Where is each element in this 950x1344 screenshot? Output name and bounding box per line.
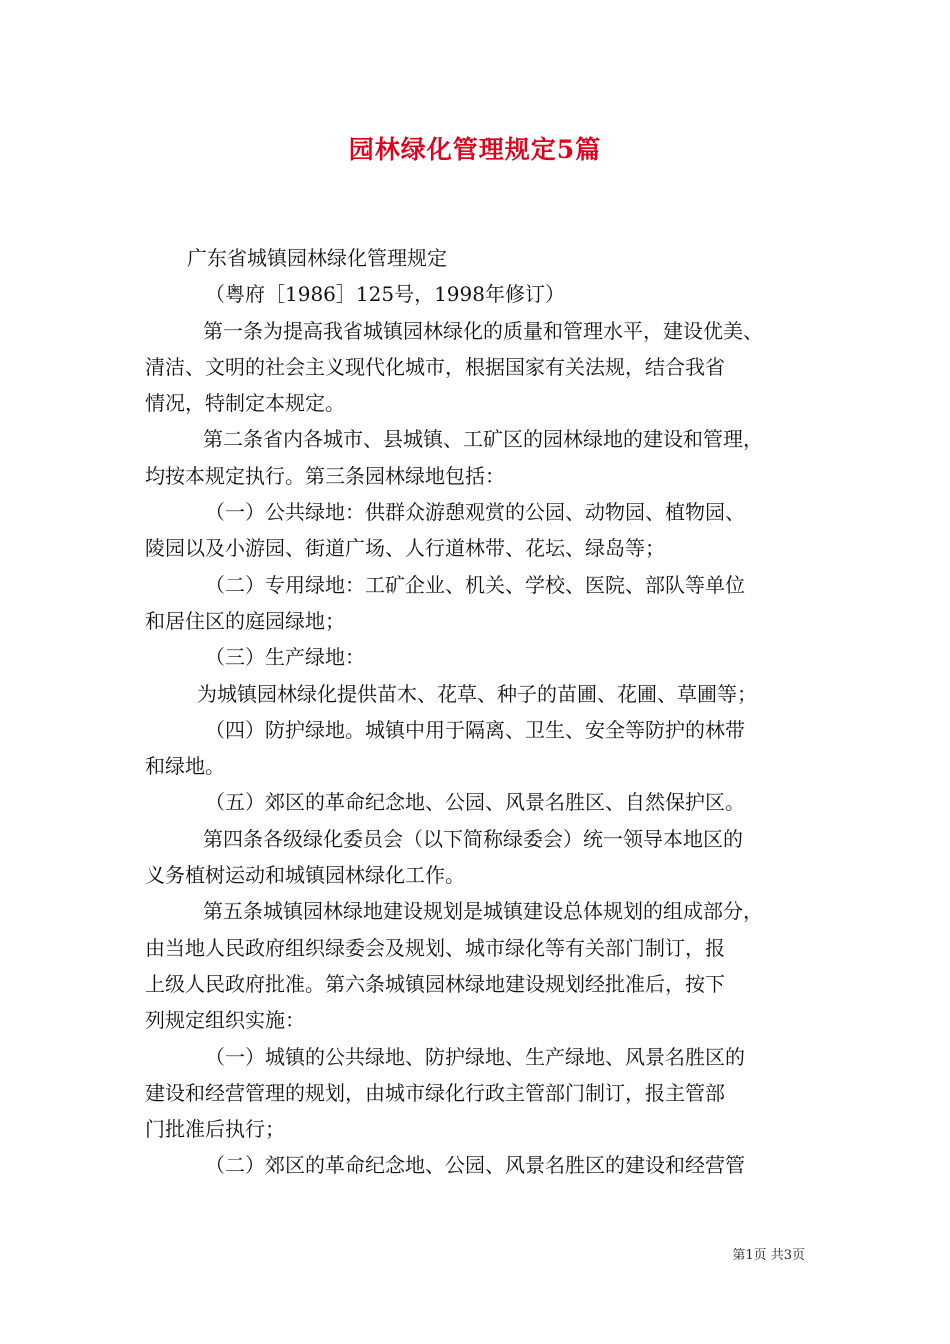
paragraph-line: （一）城镇的公共绿地、防护绿地、生产绿地、风景名胜区的 (205, 1044, 745, 1069)
page-number-footer: 第1页 共3页 (732, 1248, 805, 1263)
paragraph-line: 清洁、文明的社会主义现代化城市，根据国家有关法规，结合我省 (145, 354, 725, 379)
paragraph-line: 情况，特制定本规定。 (145, 391, 345, 416)
paragraph-line: （二）郊区的革命纪念地、公园、风景名胜区的建设和经营管 (205, 1153, 745, 1178)
paragraph-line: 和居住区的庭园绿地； (145, 608, 345, 633)
paragraph-line: 建设和经营管理的规划，由城市绿化行政主管部门制订，报主管部 (145, 1080, 725, 1105)
paragraph-line: 第二条省内各城市、县城镇、工矿区的园林绿地的建设和管理， (203, 427, 763, 452)
paragraph-line: （三）生产绿地： (205, 645, 365, 670)
paragraph-line: 上级人民政府批准。第六条城镇园林绿地建设规划经批准后，按下 (145, 971, 725, 996)
paragraph-line: （二）专用绿地：工矿企业、机关、学校、医院、部队等单位 (205, 572, 745, 597)
paragraph-line: 第一条为提高我省城镇园林绿化的质量和管理水平，建设优美、 (203, 318, 763, 343)
paragraph-line: 义务植树运动和城镇园林绿化工作。 (145, 863, 465, 888)
paragraph-line: 和绿地。 (145, 754, 225, 779)
paragraph-line: 门批准后执行； (145, 1117, 285, 1142)
paragraph-line: 陵园以及小游园、街道广场、人行道林带、花坛、绿岛等； (145, 536, 665, 561)
paragraph-line: 广东省城镇园林绿化管理规定 (187, 246, 447, 270)
paragraph-line: （粤府［1986］125号，1998年修订） (205, 282, 565, 307)
paragraph-line: （五）郊区的革命纪念地、公园、风景名胜区、自然保护区。 (205, 790, 745, 815)
paragraph-line: （四）防护绿地。城镇中用于隔离、卫生、安全等防护的林带 (205, 717, 745, 742)
paragraph-line: 由当地人民政府组织绿委会及规划、城市绿化等有关部门制订，报 (145, 935, 725, 960)
paragraph-line: 第五条城镇园林绿地建设规划是城镇建设总体规划的组成部分， (203, 899, 763, 924)
document-title: 园林绿化管理规定5篇 (348, 135, 602, 164)
paragraph-line: 第四条各级绿化委员会（以下简称绿委会）统一领导本地区的 (203, 826, 743, 851)
paragraph-line: 为城镇园林绿化提供苗木、花草、种子的苗圃、花圃、草圃等； (197, 681, 757, 706)
paragraph-line: 均按本规定执行。第三条园林绿地包括： (145, 463, 505, 488)
paragraph-line: （一）公共绿地：供群众游憩观赏的公园、动物园、植物园、 (205, 500, 745, 525)
paragraph-line: 列规定组织实施： (145, 1008, 305, 1033)
document-body (145, 240, 810, 1184)
